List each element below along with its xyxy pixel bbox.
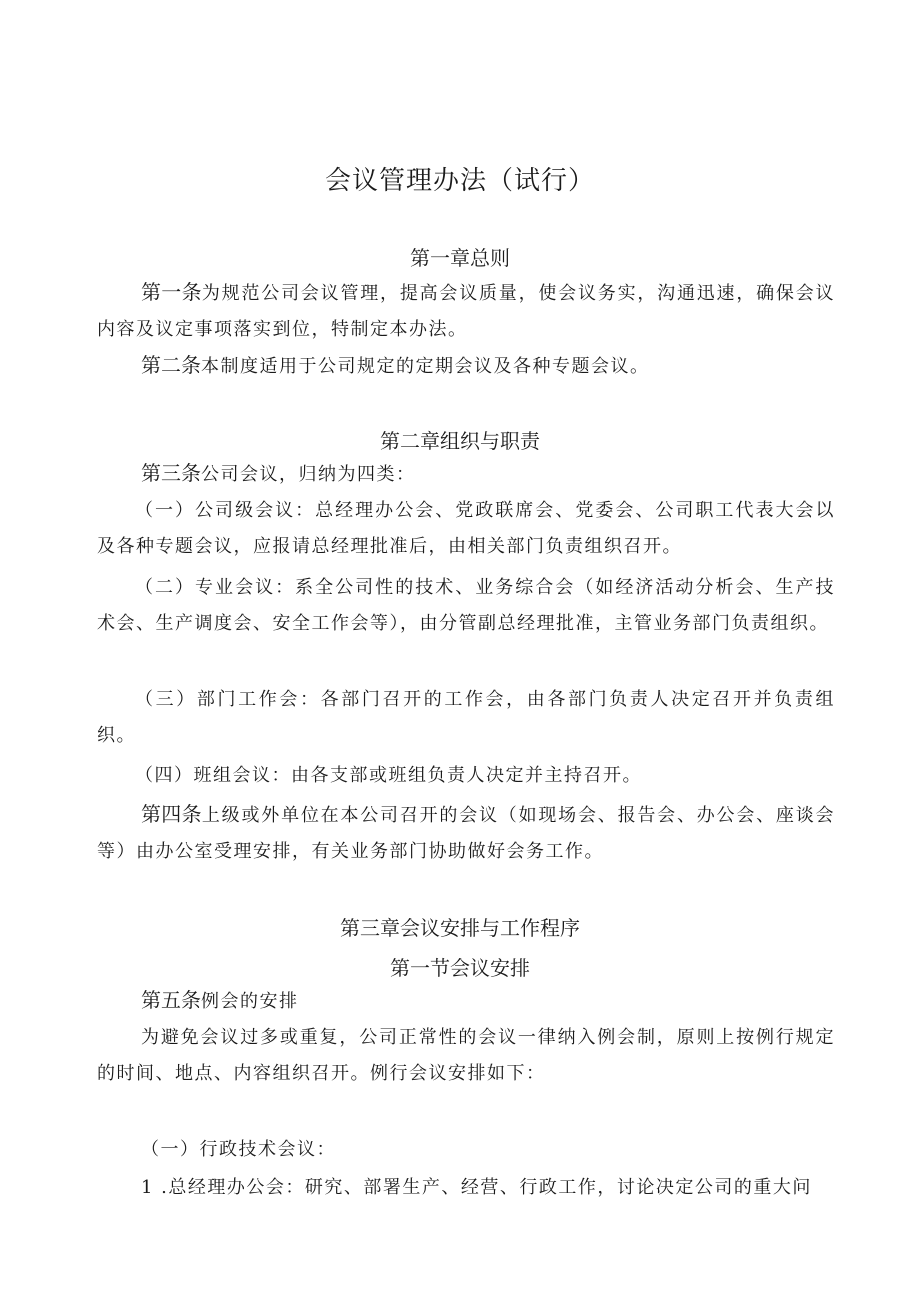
chapter-3-heading: 第三章会议安排与工作程序 [340,916,580,940]
article-5-label: 第五条 [141,988,201,1012]
article-4-text: 上级或外单位在本公司召开的会议（如现场会、报告会、办公会、座谈会等）由办公室受理安排，有关业务部门协助做好会务工作。 [97,805,836,862]
article-3 [97,455,835,493]
document-title: 会议管理办法（试行） [324,166,595,196]
article-1-text: 为规范公司会议管理，提高会议质量，使会议务实，沟通迅速，确保会议内容及议定事项落实到位，特制定本办法。 [97,283,836,340]
article-3-text: 公司会议，归纳为四类： [201,464,416,485]
article-1 [97,274,835,348]
article-5-text: 例会的安排 [201,991,299,1012]
article-2-label: 第二条 [141,353,201,377]
list-item-3: （三）部门工作会：各部门召开的工作会，由各部门负责人决定召开并负责组织。 [97,689,835,746]
list-item-4: （四）班组会议：由各支部或班组负责人决定并主持召开。 [135,765,642,786]
article-1-label: 第一条 [141,280,202,304]
numbered-item-1: 1 .总经理办公会：研究、部署生产、经营、行政工作，讨论决定公司的重大问 [141,1177,812,1198]
list-item-2: （二）专业会议：系全公司性的技术、业务综合会（如经济活动分析会、生产技术会、生产调度会、安全工作会等），由分管副总经理批准，主管业务部门负责组织。 [97,577,835,634]
subsection-1: （一）行政技术会议： [141,1139,336,1160]
chapter-1-heading: 第一章总则 [410,246,510,270]
paragraph-routine-meetings: 为避免会议过多或重复，公司正常性的会议一律纳入例会制，原则上按例行规定的时间、地点、内容组织召开。例行会议安排如下： [97,1027,835,1084]
article-4 [97,796,835,870]
article-2-text: 本制度适用于公司规定的定期会议及各种专题会议。 [201,356,650,377]
article-2 [97,347,835,385]
section-1-heading: 第一节会议安排 [390,956,530,980]
list-item-1: （一）公司级会议：总经理办公会、党政联席会、党委会、公司职工代表大会以及各种专题会议，应报请总经理批准后，由相关部门负责组织召开。 [97,500,835,557]
article-3-label: 第三条 [141,461,201,485]
chapter-2-heading: 第二章组织与职责 [380,429,540,453]
article-5 [97,982,835,1020]
article-4-label: 第四条 [141,802,202,826]
